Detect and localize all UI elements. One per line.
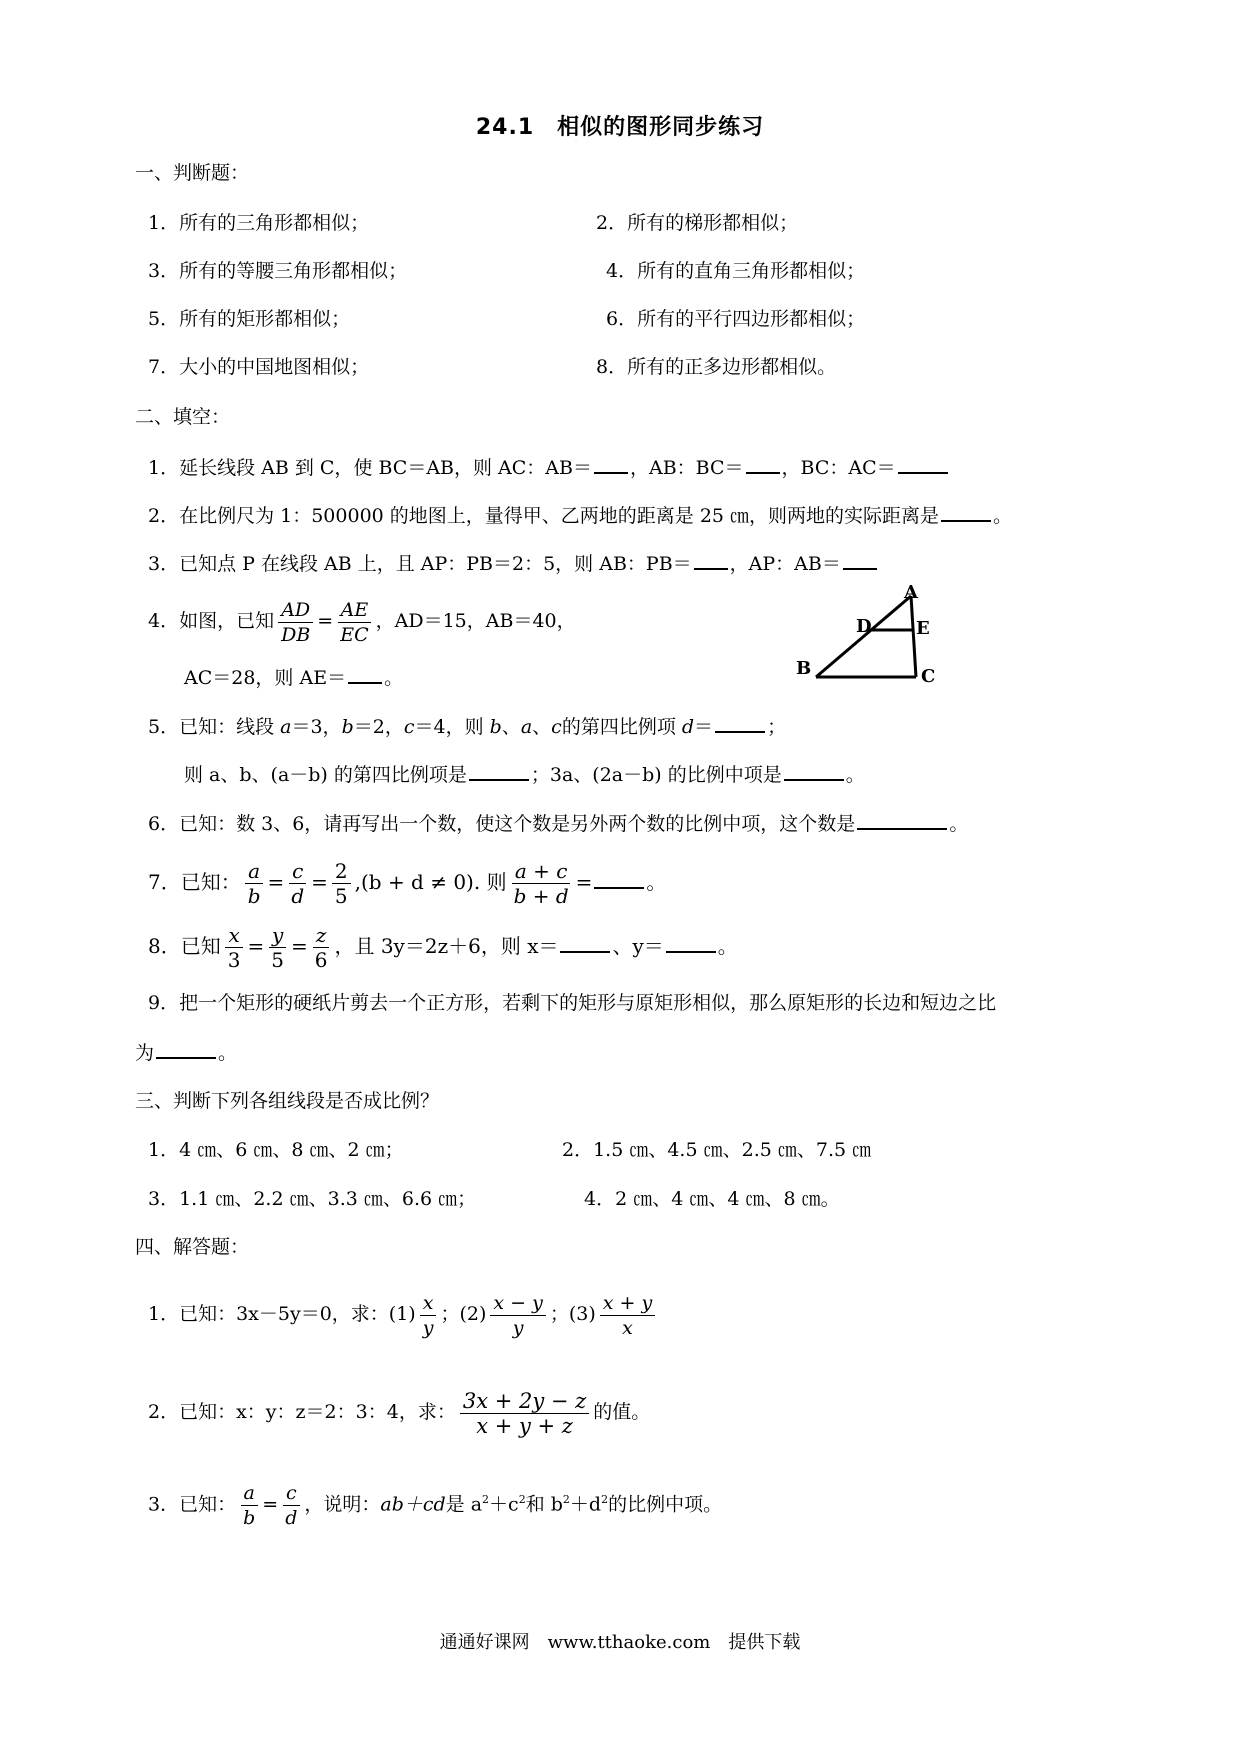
judge-item-4: 4．所有的直角三角形都相似； xyxy=(606,260,866,282)
answer-blank[interactable] xyxy=(898,454,948,474)
fraction: $\frac{x + y}{x}$ xyxy=(600,1291,655,1340)
page-title: 24.1 相似的图形同步练习 xyxy=(475,115,765,140)
fraction: $\frac{z}{6}$ xyxy=(314,923,328,972)
fraction: $\frac{c}{d}$ xyxy=(282,1481,300,1530)
fill-q2: 2．在比例尺为 1：500000 的地图上，量得甲、乙两地的距离是 25 ㎝，则两地的实际距离是 。 xyxy=(148,502,1012,529)
answer-blank[interactable] xyxy=(560,933,610,953)
fill-q6: 6．已知：数 3、6，请再写出一个数，使这个数是另外两个数的比例中项，这个数是 。 xyxy=(148,810,968,837)
answer-blank[interactable] xyxy=(941,502,991,522)
fill-q8: 8．已知 $\frac{x}{3}$ = $\frac{y}{5}$ = $\frac{z}{6}$ ，且 3y＝2z＋6，则 x＝ 、y＝ 。 xyxy=(148,923,738,972)
answer-blank[interactable] xyxy=(694,550,728,570)
fraction: $\frac{AD}{DB}$ xyxy=(278,598,313,647)
fill-q7: 7．已知： $\frac{a}{b}$ = $\frac{c}{d}$ = $\frac{2}{5}$ ,(b + d ≠ 0). 则 $\frac{a + c}{b + d}$ = 。 xyxy=(148,859,667,908)
label-b: B xyxy=(796,658,812,679)
answer-blank[interactable] xyxy=(857,810,947,830)
answer-blank[interactable] xyxy=(594,869,644,889)
ratio-item-3: 3．1.1 ㎝、2.2 ㎝、3.3 ㎝、6.6 ㎝； xyxy=(148,1188,477,1210)
fraction: $\frac{a}{b}$ xyxy=(245,859,264,908)
judge-item-3: 3．所有的等腰三角形都相似； xyxy=(148,260,408,282)
judge-item-8: 8．所有的正多边形都相似。 xyxy=(596,356,837,378)
solve-q2: 2．已知：x：y：z＝2：3：4，求： $\frac{3x + 2y - z}{x + y + z}$ 的值。 xyxy=(148,1388,651,1438)
fraction: $\frac{x}{y}$ xyxy=(420,1291,437,1340)
footer-credit: 通通好课网 www.tthaoke.com 提供下载 xyxy=(439,1632,801,1653)
judge-item-7: 7．大小的中国地图相似； xyxy=(148,356,370,378)
label-c: C xyxy=(921,666,936,684)
fraction: $\frac{a + c}{b + d}$ xyxy=(513,859,569,908)
section-1-heading: 一、判断题： xyxy=(135,162,250,184)
judge-item-5: 5．所有的矩形都相似； xyxy=(148,308,351,330)
judge-item-2: 2．所有的梯形都相似； xyxy=(596,212,799,234)
fraction: $\frac{2}{5}$ xyxy=(332,859,351,908)
answer-blank[interactable] xyxy=(156,1039,216,1059)
judge-item-6: 6．所有的平行四边形都相似； xyxy=(606,308,866,330)
fill-q5-line2: 则 a、b、(a－b) 的第四比例项是 ；3a、(2a－b) 的比例中项是 。 xyxy=(184,761,865,788)
fill-q3: 3．已知点 P 在线段 AB 上，且 AP：PB＝2：5，则 AB：PB＝ ，AP：AB＝ xyxy=(148,550,879,577)
fill-q9-line1: 9．把一个矩形的硬纸片剪去一个正方形，若剩下的矩形与原矩形相似，那么原矩形的长边和短边之比 xyxy=(148,992,997,1014)
fraction: $\frac{c}{d}$ xyxy=(288,859,307,908)
answer-blank[interactable] xyxy=(843,550,877,570)
label-e: E xyxy=(916,618,930,639)
fill-q4-line1: 4．如图，已知 $\frac{AD}{DB}$ = $\frac{AE}{EC}$ ，AD＝15，AB＝40， xyxy=(148,598,576,646)
answer-blank[interactable] xyxy=(666,933,716,953)
section-4-heading: 四、解答题： xyxy=(135,1236,250,1258)
fill-q9-line2: 为 。 xyxy=(135,1039,237,1066)
fraction: $\frac{x}{3}$ xyxy=(225,923,244,972)
answer-blank[interactable] xyxy=(348,664,382,684)
fill-q5-line1: 5．已知：线段 a＝3，b＝2，c＝4，则 b、a、c的第四比例项 d＝ ； xyxy=(148,713,786,740)
answer-blank[interactable] xyxy=(594,454,628,474)
section-3-heading: 三、判断下列各组线段是否成比例？ xyxy=(135,1090,440,1112)
fill-q1: 1．延长线段 AB 到 C，使 BC＝AB，则 AC：AB＝ ，AB：BC＝ ，BC：AC＝ xyxy=(148,454,950,481)
fraction: $\frac{y}{5}$ xyxy=(268,923,287,972)
ratio-item-4: 4．2 ㎝、4 ㎝、4 ㎝、8 ㎝。 xyxy=(584,1188,840,1210)
ratio-item-2: 2．1.5 ㎝、4.5 ㎝、2.5 ㎝、7.5 ㎝ xyxy=(562,1139,872,1161)
fraction: $\frac{3x + 2y - z}{x + y + z}$ xyxy=(460,1389,589,1438)
answer-blank[interactable] xyxy=(715,713,765,733)
solve-q1: 1．已知：3x－5y＝0，求：(1) $\frac{x}{y}$ ；(2) $\frac{x - y}{y}$ ；(3) $\frac{x + y}{x}$ xyxy=(148,1286,659,1342)
solve-q3: 3．已知： $\frac{a}{b}$ = $\frac{c}{d}$ ，说明：ab＋cd是 $a^2+c^2$和 $b^2+d^2$的比例中项。 xyxy=(148,1481,723,1529)
fill-q4-line2: AC＝28，则 AE＝ 。 xyxy=(184,664,403,691)
triangle-figure xyxy=(786,584,946,684)
section-2-heading: 二、填空： xyxy=(135,406,231,428)
judge-item-1: 1．所有的三角形都相似； xyxy=(148,212,370,234)
fraction: $\frac{AE}{EC}$ xyxy=(337,598,371,647)
label-d: D xyxy=(856,616,872,637)
fraction: $\frac{a}{b}$ xyxy=(240,1481,258,1530)
ratio-item-1: 1．4 ㎝、6 ㎝、8 ㎝、2 ㎝； xyxy=(148,1139,404,1161)
answer-blank[interactable] xyxy=(746,454,780,474)
fraction: $\frac{x - y}{y}$ xyxy=(490,1291,545,1340)
answer-blank[interactable] xyxy=(469,761,529,781)
answer-blank[interactable] xyxy=(784,761,844,781)
label-a: A xyxy=(904,584,918,603)
